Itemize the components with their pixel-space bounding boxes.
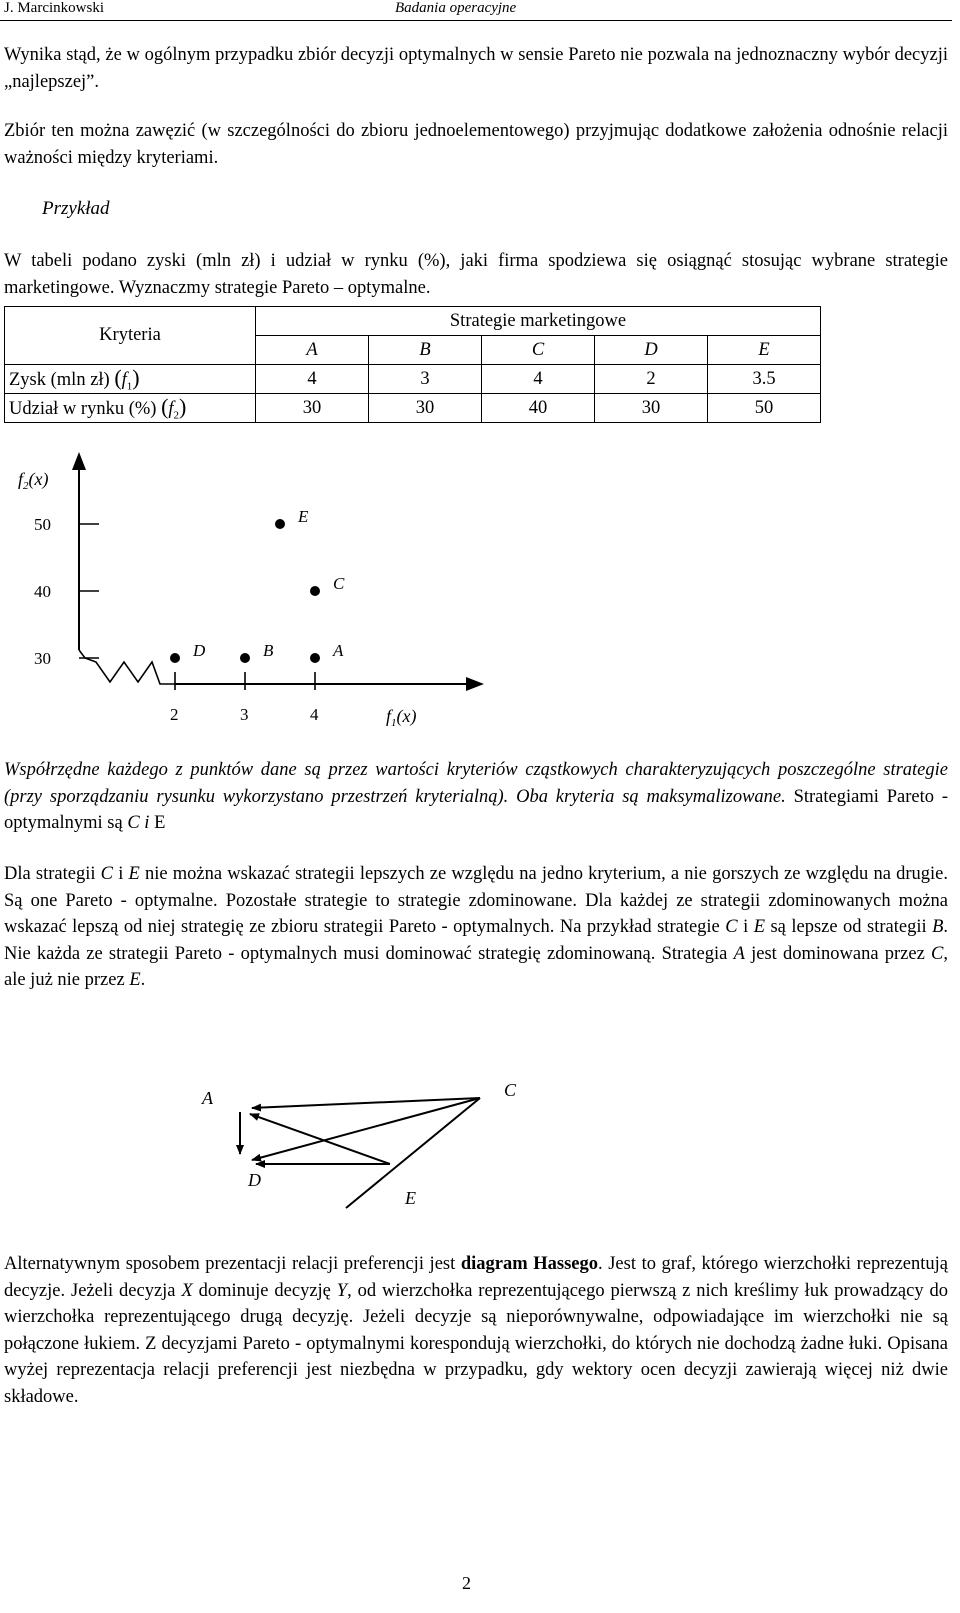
p5-text: nie można wskazać strategii lepszych ze względu na jedno kryterium, a nie gorszych ze względu na drugie. Są one Pareto - optymalne. Pozostałe strategie to strategie zdominowane. Dla każdej ze strategii zdominowanych można wskazać lepszą od niej strategię ze zbioru strategii Pareto - optymalnych. Na przykład strategie [4,864,949,937]
page-header [0,0,952,21]
symbol-C: C [100,864,114,884]
table-row-label: Zysk (mln zł) $(f_1)$ [5,365,256,394]
p6-bold-term: diagram Hassego [460,1254,598,1274]
p6-text: dominuje decyzję [192,1280,337,1301]
hasse-node-E: E [405,1188,416,1208]
table-strategy: D [595,336,708,365]
axis-break-zigzag [79,650,175,684]
data-point-A [310,653,320,663]
symbol-A: A [733,943,745,964]
data-point-label: A [333,641,344,660]
header-subject: Badania operacyjne [395,0,517,16]
table-row [5,365,821,394]
p5-text: jest dominowana przez [744,943,932,964]
row-label-text: Zysk (mln zł) [9,370,110,391]
hasse-node-A: A [202,1088,213,1108]
table-row-label: Udział w rynku (%) $(f_2)$ [5,394,256,423]
x-axis-label: $f_1(x)$ [386,706,417,729]
paragraph-1: Wynika stąd, że w ogólnym przypadku zbiór decyzji optymalnych w sensie Pareto nie pozwala na jednoznaczny wybór decyzji „najlepszej”. [4,45,948,92]
row-symbol-sub: 2 [173,409,180,422]
p5-text: , ale już nie przez [4,943,948,990]
p5-text: . Nie każda ze strategii Pareto - optymalnych musi dominować strategię zdominowaną. Strategia [4,917,949,964]
table-cell: 50 [708,394,821,423]
criteria-table [4,306,821,423]
data-point-label: D [193,641,206,660]
x-tick-label: 2 [170,705,179,724]
data-point-D [170,653,180,663]
table-cell: 30 [369,394,482,423]
y-tick-label: 30 [34,649,51,668]
table-strategy: B [369,336,482,365]
row-symbol: f [168,399,174,420]
table-cell: 40 [482,394,595,423]
p5-text: i [737,917,754,937]
hasse-node-D: D [248,1170,261,1190]
symbol-E: E [154,813,166,833]
p6-text: Alternatywnym sposobem prezentacji relacji preferencji jest [4,1254,461,1274]
row-label-text: Udział w rynku (%) [9,399,157,420]
and-text: i [139,813,155,833]
data-point-C [310,586,320,596]
paragraph-4-conclusion: Strategiami Pareto - optymalnymi są [4,786,948,833]
paragraph-6 [4,1251,948,1410]
table-header-strategies: Strategie marketingowe [256,307,821,336]
y-axis-arrow [72,452,86,470]
p5-text: . [140,970,146,990]
x-tick-label: 4 [310,705,319,724]
header-author: J. Marcinkowski [4,0,104,16]
paragraph-3: W tabeli podano zyski (mln zł) i udział w rynku (%), jaki firma spodziewa się osiągnąć stosując wybrane strategie marketingowe. Wyznaczmy strategie Pareto – optymalne. [4,251,948,298]
example-title: Przykład [42,198,110,219]
paragraph-2: Zbiór ten można zawęzić (w szczególności do zbioru jednoelementowego) przyjmując dodatkowe założenia odnośnie relacji ważności między kryteriami. [4,121,948,168]
table-row [5,394,821,423]
symbol-E: E [129,970,141,990]
row-symbol-sub: 1 [126,380,133,393]
symbol-C: C [931,943,944,964]
hasse-node-C: C [504,1080,517,1100]
p5-text: Dla strategii [4,864,101,884]
symbol-Y: Y [336,1280,348,1301]
page-number: 2 [462,1573,471,1593]
symbol-E: E [753,917,765,937]
data-point-E [275,519,285,529]
paragraph-5 [4,861,948,994]
table-cell: 2 [595,365,708,394]
table-cell: 3.5 [708,365,821,394]
p5-text: są lepsze od strategii [765,917,933,937]
p6-text: , od wierzchołka reprezentującego pierwszą z nich kreślimy łuk prowadzący do wierzchołka reprezentującego drugą decyzję. Jeżeli decyzje są nieporównywalne, odpowiadające im wierzchołki nie są połączone łukiem. Z decyzjami Pareto - optymalnymi korespondują wierzchołki, do których nie dochodzą żadne łuki. Opisana wyżej reprezentacja relacji preferencji jest niezbędna w przypadku, gdy wektory ocen decyzji zawierają więcej niż dwie składowe. [4,1280,948,1407]
data-point-label: B [263,641,274,660]
data-point-B [240,653,250,663]
table-header-criteria: Kryteria [5,307,256,365]
data-point-label: C [333,574,345,593]
row-symbol: f [121,370,127,391]
y-axis-label: $f_2(x)$ [18,469,49,492]
paragraph-4-text: Współrzędne każdego z punktów dane są przez wartości kryteriów cząstkowych charakteryzujących poszczególne strategie (przy sporządzaniu rysunku wykorzystano przestrzeń kryterialną). Oba kryteria są maksymalizowane. [4,760,948,807]
table-strategy: C [482,336,595,365]
y-tick-label: 40 [34,582,51,601]
x-axis-arrow [466,677,484,691]
hasse-diagram [0,1060,600,1220]
table-cell: 30 [256,394,369,423]
hasse-edge-E-A [250,1114,390,1164]
paragraph-4 [4,757,948,837]
p6-text: . Jest to graf, którego wierzchołki reprezentują decyzje. Jeżeli decyzja [4,1254,948,1301]
table-strategy: A [256,336,369,365]
symbol-C: C [725,917,738,937]
y-tick-label: 50 [34,515,51,534]
x-tick-label: 3 [240,705,249,724]
table-strategy: E [708,336,821,365]
table-cell: 3 [369,365,482,394]
table-cell: 4 [482,365,595,394]
symbol-C: C [127,813,140,833]
table-cell: 30 [595,394,708,423]
symbol-E: E [128,864,140,884]
pareto-scatter-chart [0,440,500,740]
data-point-label: E [298,507,309,526]
p5-text: i [113,864,129,884]
symbol-X: X [181,1280,193,1301]
table-cell: 4 [256,365,369,394]
symbol-B: B [932,917,944,937]
